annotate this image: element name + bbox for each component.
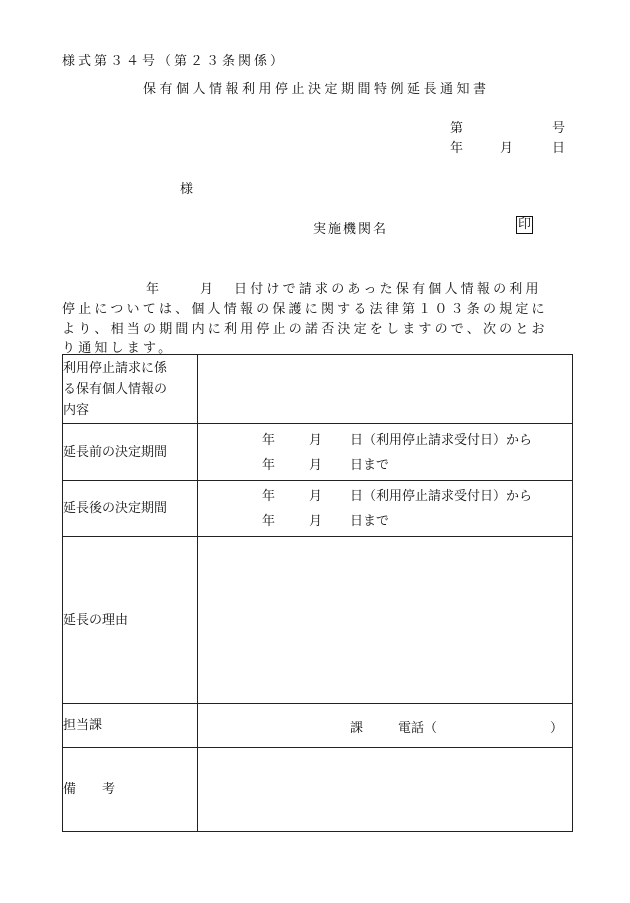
form-number: 様式第３４号（第２３条関係）: [62, 54, 287, 69]
period-before-value-cell: [198, 424, 573, 481]
period-before-to-text: 日まで: [350, 458, 390, 473]
content-label-line-3: 内容: [63, 402, 90, 418]
department-value-cell: [198, 704, 573, 748]
department-phone: 電話（: [398, 721, 438, 736]
reason-label: 延長の理由: [63, 537, 198, 704]
seal-mark: 印: [518, 217, 532, 232]
content-value-cell: [198, 355, 573, 424]
table-row-period-before: [63, 424, 573, 481]
remarks-value-cell: [198, 748, 573, 832]
content-label-cell: [63, 355, 198, 424]
body-line-3: より、相当の期間内に利用停止の諾否決定をしますので、次のとお: [62, 322, 548, 337]
remarks-label: 備 考: [63, 748, 198, 832]
period-after-from-month: 月: [309, 489, 323, 504]
date-year: 年: [450, 141, 464, 156]
document-number-prefix: 第: [450, 121, 464, 136]
table-row-remarks: [63, 748, 573, 832]
period-before-from-text: 日（利用停止請求受付日）から: [350, 433, 533, 448]
table-row-content: [63, 355, 573, 424]
content-label-line-1: 利用停止請求に係: [63, 360, 168, 376]
date-day: 日: [552, 141, 566, 156]
body-line-4: り通知します。: [62, 341, 175, 356]
body-line-2: 停止については、個人情報の保護に関する法律第１０３条の規定に: [62, 302, 548, 317]
addressee-suffix: 様: [180, 182, 194, 197]
document-title: 保有個人情報利用停止決定期間特例延長通知書: [143, 82, 490, 97]
date-month: 月: [500, 141, 514, 156]
period-before-label: 延長前の決定期間: [63, 424, 198, 481]
department-label: 担当課: [63, 704, 198, 748]
period-after-to-text: 日まで: [350, 514, 390, 529]
period-before-from-month: 月: [309, 433, 323, 448]
reason-value-cell: [198, 537, 573, 704]
agency-name-label: 実施機関名: [313, 222, 389, 237]
department-phone-close: ）: [550, 721, 564, 736]
period-before-from-year: 年: [262, 433, 276, 448]
department-section: 課: [350, 721, 364, 736]
period-after-to-month: 月: [309, 514, 323, 529]
body-month: 月: [200, 282, 217, 297]
table-row-period-after: [63, 481, 573, 537]
period-before-to-year: 年: [262, 458, 276, 473]
notice-table: [62, 354, 573, 832]
table-row-department: [63, 704, 573, 748]
period-after-label: 延長後の決定期間: [63, 481, 198, 537]
table-row-reason: [63, 537, 573, 704]
document-number-suffix: 号: [552, 121, 566, 136]
body-line-1-text: 日付けで請求のあった保有個人情報の利用: [234, 282, 542, 297]
body-year: 年: [146, 282, 163, 297]
period-after-value-cell: [198, 481, 573, 537]
period-after-from-year: 年: [262, 489, 276, 504]
content-label-line-2: る保有個人情報の: [63, 381, 168, 397]
period-before-to-month: 月: [309, 458, 323, 473]
period-after-from-text: 日（利用停止請求受付日）から: [350, 489, 533, 504]
period-after-to-year: 年: [262, 514, 276, 529]
